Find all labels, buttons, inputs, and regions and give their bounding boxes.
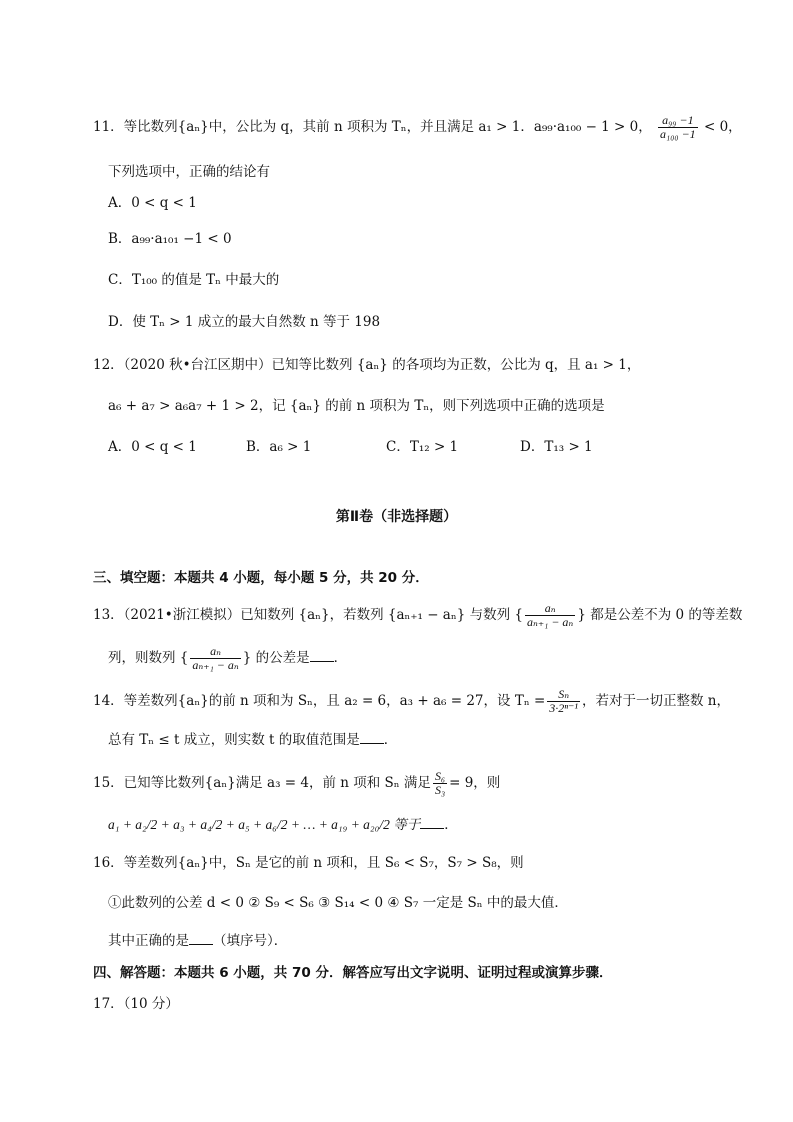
q15-line2-end: ． xyxy=(444,817,458,833)
q11-line1-text: 11．等比数列{aₙ}中，公比为 q，其前 n 项积为 Tₙ，并且满足 a₁ > 1．a₉₉·a₁₀₀ − 1 > 0， xyxy=(93,119,652,135)
q15-frac-denominator: S₃ xyxy=(434,783,446,797)
q11-stem-line2: 下列选项中，正确的结论有 xyxy=(108,164,270,180)
q15-line1-b: = 9，则 xyxy=(449,775,501,791)
q11-option-d: D．使 Tₙ > 1 成立的最大自然数 n 等于 198 xyxy=(108,314,381,330)
q11-frac-numerator: a₉₉ −1 xyxy=(658,114,698,128)
q11-stem-line1 xyxy=(93,114,742,141)
q14-answer-blank xyxy=(360,732,384,744)
q16-stem-line3 xyxy=(108,931,287,951)
q16-answer-blank xyxy=(189,933,213,945)
q14-line2-text: 总有 Tₙ ≤ t 成立，则实数 t 的取值范围是 xyxy=(108,732,360,748)
q14-frac-numerator: Sₙ xyxy=(547,688,580,702)
q15-answer-blank xyxy=(420,817,444,829)
q11-fraction xyxy=(658,114,698,141)
q16-line3-a: 其中正确的是 xyxy=(108,933,189,949)
q15-stem-line2 xyxy=(108,815,458,835)
q13-line1-b: } 都是公差不为 0 的等差数 xyxy=(577,607,743,623)
q16-stem-line2: ①此数列的公差 d < 0 ② S₉ < S₆ ③ S₁₄ < 0 ④ S₇ 一定是 Sₙ 中的最大值． xyxy=(108,895,568,911)
q11-option-c: C．T₁₀₀ 的值是 Tₙ 中最大的 xyxy=(108,272,280,288)
q14-line1-b: ，若对于一切正整数 n， xyxy=(581,693,730,709)
q12-option-a: A．0 < q < 1 xyxy=(108,439,197,455)
q13-frac2-denominator: aₙ₊₁ − aₙ xyxy=(192,658,239,672)
q13-frac2-numerator: aₙ xyxy=(190,645,240,659)
q13-stem-line1 xyxy=(93,602,742,629)
q15-frac-numerator: S₆ xyxy=(434,769,446,783)
q13-line2-b: } 的公差是 xyxy=(242,650,310,666)
q14-fraction xyxy=(547,688,580,715)
q11-frac-denominator: a₁₀₀ −1 xyxy=(660,127,696,141)
q12-option-b: B．a₆ > 1 xyxy=(246,439,312,455)
part-3-heading: 三、填空题：本题共 4 小题，每小题 5 分，共 20 分． xyxy=(93,570,429,586)
q13-answer-blank xyxy=(310,650,334,662)
section-2-title: 第Ⅱ卷（非选择题） xyxy=(335,509,458,525)
q13-line1-a: 13．（2021•浙江模拟）已知数列 {aₙ}，若数列 {aₙ₊₁ − aₙ} 与数列 { xyxy=(93,607,523,623)
q14-line2-end: ． xyxy=(383,732,398,748)
q15-series-expression: a₁ + a₂/2 + a₃ + a₄/2 + a₅ + a₆/2 + … + a₁₉ + a₂₀/2 等于 xyxy=(108,817,421,832)
part-4-heading: 四、解答题：本题共 6 小题，共 70 分．解答应写出文字说明、证明过程或演算步骤． xyxy=(93,965,613,981)
q11-frac-tail: < 0， xyxy=(703,119,742,135)
q16-line3-b: （填序号）． xyxy=(213,933,288,949)
q13-fraction-1 xyxy=(525,602,575,629)
q12-option-c: C．T₁₂ > 1 xyxy=(386,439,459,455)
q15-line1-a: 15．已知等比数列{aₙ}满足 a₃ = 4，前 n 项和 Sₙ 满足 xyxy=(93,775,431,791)
q13-line2-a: 列，则数列 { xyxy=(108,650,189,666)
q15-fraction xyxy=(433,770,447,797)
q13-stem-line2 xyxy=(108,645,347,672)
q12-option-d: D．T₁₃ > 1 xyxy=(520,439,593,455)
q15-stem-line1 xyxy=(93,770,500,797)
q14-stem-line2 xyxy=(108,730,397,750)
q14-frac-denominator: 3·2ⁿ⁻¹ xyxy=(549,701,578,715)
q12-stem-line1: 12．（2020 秋•台江区期中）已知等比数列 {aₙ} 的各项均为正数，公比为 q，且 a₁ > 1， xyxy=(93,357,641,373)
q13-frac1-numerator: aₙ xyxy=(525,602,575,616)
q13-line2-end: ． xyxy=(333,650,348,666)
q14-line1-a: 14．等差数列{aₙ}的前 n 项和为 Sₙ，且 a₂ = 6，a₃ + a₆ = 27，设 Tₙ = xyxy=(93,693,546,709)
q13-frac1-denominator: aₙ₊₁ − aₙ xyxy=(526,615,574,629)
q16-stem-line1: 16．等差数列{aₙ}中，Sₙ 是它的前 n 项和，且 S₆ < S₇，S₇ > S₈，则 xyxy=(93,855,524,871)
q13-fraction-2 xyxy=(190,645,240,672)
q14-stem-line1 xyxy=(93,688,730,715)
q11-option-a: A．0 < q < 1 xyxy=(108,195,197,211)
q11-option-b: B．a₉₉·a₁₀₁ −1 < 0 xyxy=(108,231,232,247)
q17-heading: 17．（10 分） xyxy=(93,996,179,1012)
q12-stem-line2: a₆ + a₇ > a₆a₇ + 1 > 2，记 {aₙ} 的前 n 项积为 Tₙ，则下列选项中正确的选项是 xyxy=(108,398,605,414)
